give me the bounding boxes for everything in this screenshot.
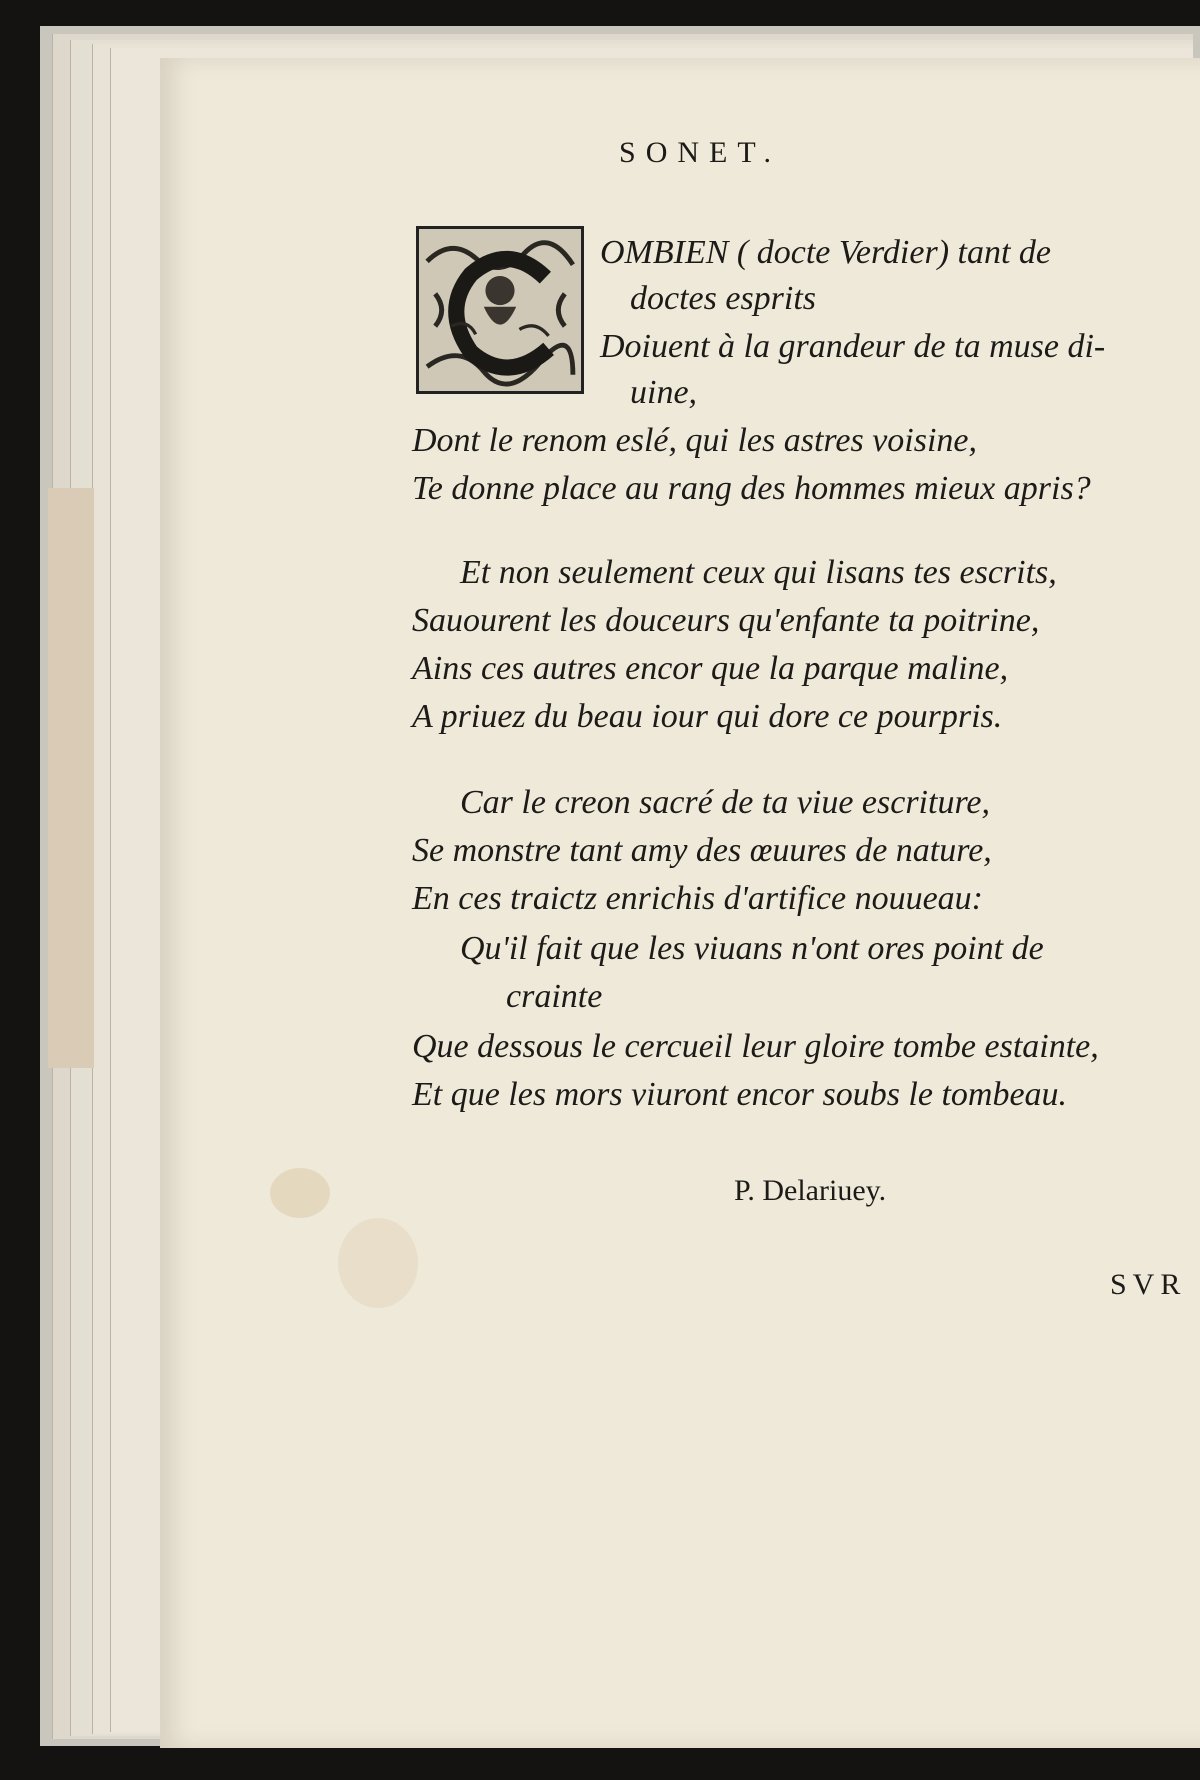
verse-line: Ains ces autres encor que la parque maline,: [412, 650, 1009, 687]
author-signature: P. Delariuey.: [734, 1174, 887, 1207]
verse-line: uine,: [630, 374, 698, 411]
binding-tab: [48, 488, 94, 1068]
verse-line: Car le creon sacré de ta viue escriture,: [460, 784, 991, 821]
verse-line: Que dessous le cercueil leur gloire tombe estainte,: [412, 1028, 1099, 1065]
stain: [338, 1218, 418, 1308]
verse-line: Dont le renom eslé, qui les astres voisine,: [412, 422, 978, 459]
verse-line: OMBIEN ( docte Verdier) tant de: [600, 234, 1051, 271]
stain: [270, 1168, 330, 1218]
verse-line: Te donne place au rang des hommes mieux apris?: [412, 470, 1091, 507]
catchword: SVR: [1110, 1268, 1187, 1301]
decorated-initial-icon: [416, 226, 584, 394]
verse-line: A priuez du beau iour qui dore ce pourpris.: [412, 698, 1003, 735]
verse-line: Et non seulement ceux qui lisans tes escrits,: [460, 554, 1057, 591]
page-title: SONET.: [619, 136, 781, 169]
verse-line: Se monstre tant amy des œuures de nature,: [412, 832, 992, 869]
verse-line: crainte: [506, 978, 603, 1015]
book-page: [160, 58, 1200, 1748]
verse-line: Doiuent à la grandeur de ta muse di-: [600, 328, 1106, 365]
book-page-stack: [40, 26, 1200, 1746]
verse-line: En ces traictz enrichis d'artifice nouueau:: [412, 880, 983, 917]
verse-line: Sauourent les douceurs qu'enfante ta poitrine,: [412, 602, 1040, 639]
verse-line: doctes esprits: [630, 280, 817, 317]
verse-line: Et que les mors viuront encor soubs le tombeau.: [412, 1076, 1068, 1113]
verse-line: Qu'il fait que les viuans n'ont ores point de: [460, 930, 1044, 967]
